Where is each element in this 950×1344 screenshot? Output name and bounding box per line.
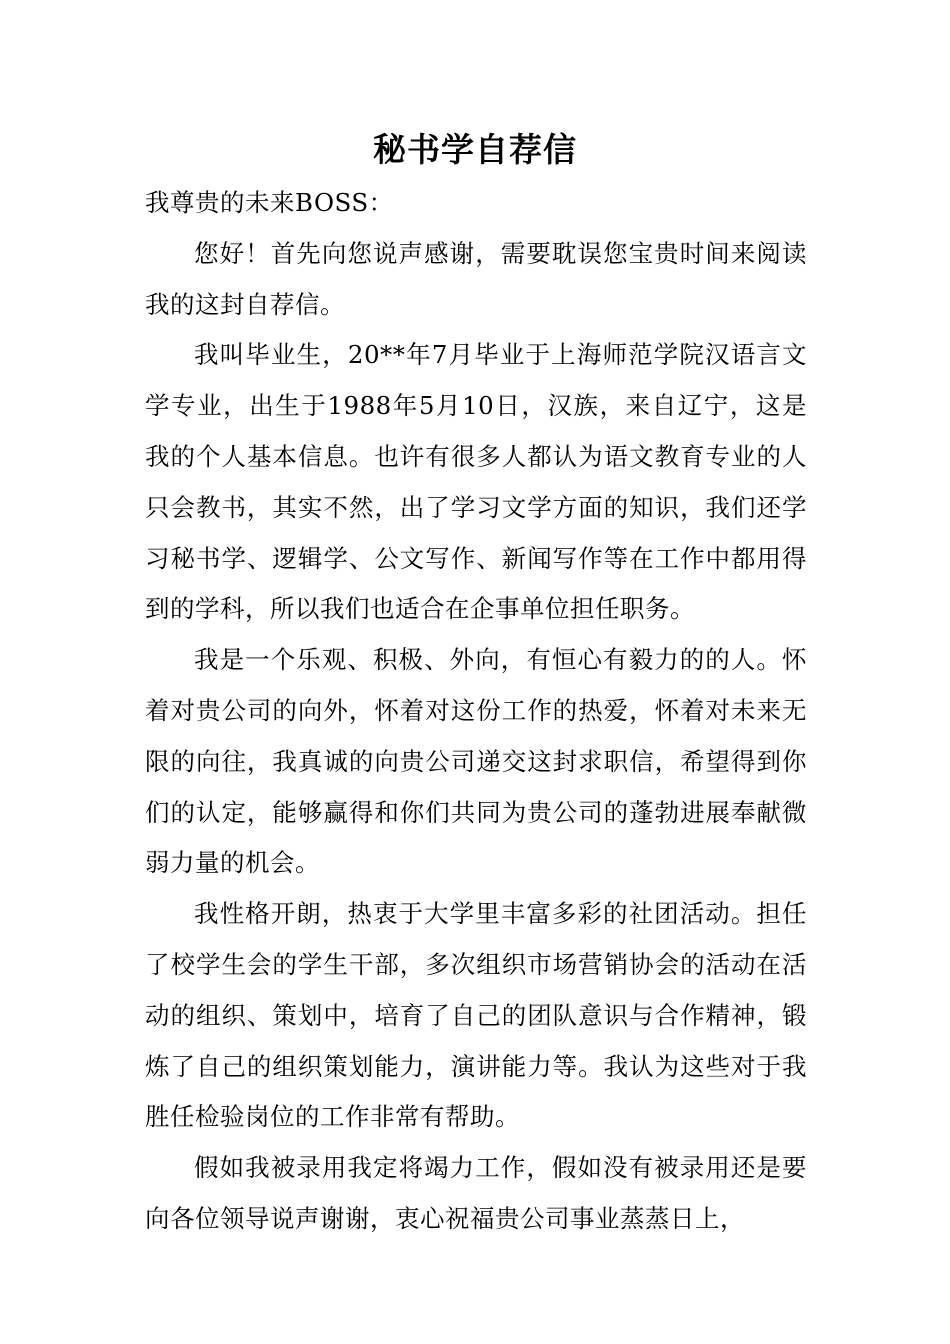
letter-body: [145, 178, 807, 1245]
paragraph-introduction: 我叫毕业生，20**年7月毕业于上海师范学院汉语言文学专业，出生于1988年5月10日，汉族，来自辽宁，这是我的个人基本信息。也许有很多人都认为语文教育专业的人只会教书，其实不然，出了学习文学方面的知识，我们还学习秘书学、逻辑学、公文写作、新闻写作等在工作中都用得到的学科，所以我们也适合在企事单位担任职务。: [145, 340, 807, 624]
page-title: 秘书学自荐信: [373, 130, 577, 169]
paragraph-experience: 我性格开朗，热衷于大学里丰富多彩的社团活动。担任了校学生会的学生干部，多次组织市场营销协会的活动在活动的组织、策划中，培育了自己的团队意识与合作精神，锻炼了自己的组织策划能力，演讲能力等。我认为这些对于我胜任检验岗位的工作非常有帮助。: [145, 899, 807, 1132]
paragraph-personality: 我是一个乐观、积极、外向，有恒心有毅力的的人。怀着对贵公司的向外，怀着对这份工作的热爱，怀着对未来无限的向往，我真诚的向贵公司递交这封求职信，希望得到你们的认定，能够赢得和你们共同为贵公司的蓬勃进展奉献微弱力量的机会。: [145, 645, 807, 878]
paragraph-closing: 假如我被录用我定将竭力工作，假如没有被录用还是要向各位领导说声谢谢，衷心祝福贵公司事业蒸蒸日上，: [145, 1153, 807, 1233]
salutation: 我尊贵的未来BOSS：: [145, 188, 394, 217]
paragraph-greeting: 您好！首先向您说声感谢，需要耽误您宝贵时间来阅读我的这封自荐信。: [145, 238, 807, 319]
